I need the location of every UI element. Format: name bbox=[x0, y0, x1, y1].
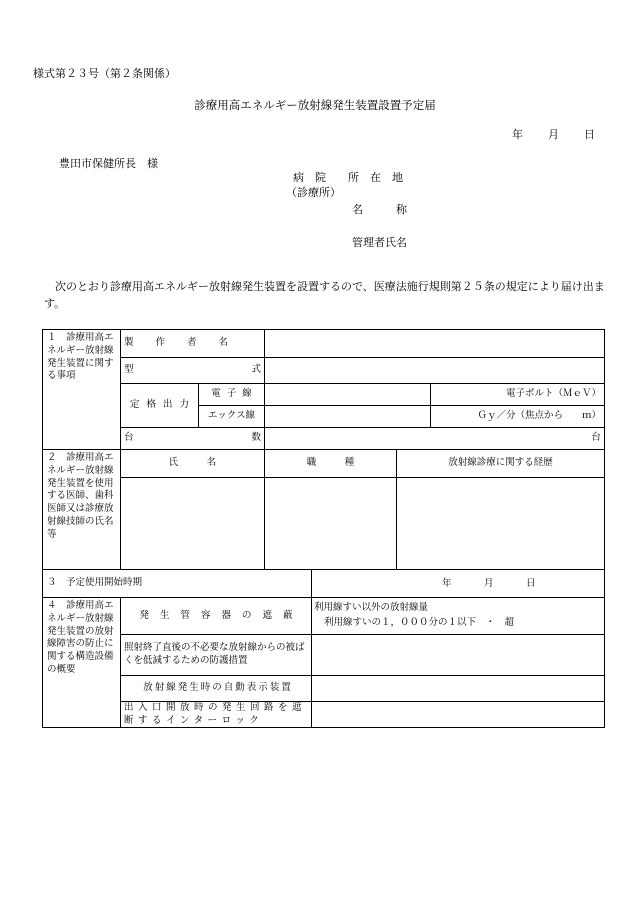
electron-beam-field[interactable] bbox=[265, 384, 430, 405]
maker-name-text: 製作者名 bbox=[124, 337, 251, 349]
electron-beam-unit: 電子ボルト（ＭｅＶ） bbox=[505, 388, 601, 400]
manager-name-label: 管理者氏名 bbox=[352, 236, 407, 249]
leakage-radiation-title: 利用線すい以外の放射線量 bbox=[314, 602, 429, 613]
section-1-title: １ 診療用高エネルギー放射線発生装置に関する事項 bbox=[47, 332, 114, 382]
hospital-address-label: 病 院 所 在 地 bbox=[293, 171, 403, 184]
section-4-title: ４ 診療用高エネルギー放射線発生装置の放射線障害の防止に関する構造設備の概要 bbox=[47, 600, 114, 676]
notification-statement: 次のとおり診療用高エネルギー放射線発生装置を設置するので、医療法施行規則第２５条の規定により届け出ます。 bbox=[44, 280, 605, 310]
header-date-day: 日 bbox=[584, 128, 595, 141]
start-date-year: 年 bbox=[442, 578, 452, 589]
rated-output-label bbox=[121, 384, 198, 427]
staff-occupation-field[interactable] bbox=[265, 478, 396, 569]
facility-name-label: 名 称 bbox=[352, 203, 407, 216]
maker-name-field[interactable] bbox=[265, 330, 604, 357]
model-label bbox=[124, 358, 380, 383]
post-irradiation-protection-field[interactable] bbox=[312, 635, 604, 675]
unit-count-unit: 台 bbox=[591, 432, 601, 444]
electron-beam-text: 電子線 bbox=[211, 388, 258, 400]
start-date-month: 月 bbox=[484, 578, 494, 589]
xray-field[interactable] bbox=[265, 406, 430, 427]
form-number-label: 様式第２３号（第２条関係） bbox=[33, 67, 176, 80]
col-header-name: 氏 名 bbox=[168, 457, 217, 469]
document-title: 診療用高エネルギー放射線発生装置設置予定届 bbox=[194, 98, 436, 112]
leakage-radiation-field[interactable] bbox=[314, 602, 602, 634]
addressee: 豊田市保健所長 様 bbox=[59, 157, 158, 170]
header-date-year: 年 bbox=[512, 128, 523, 141]
electron-beam-label bbox=[199, 384, 264, 405]
model-text: 型式 bbox=[124, 364, 380, 376]
door-interlock-field[interactable] bbox=[312, 702, 604, 727]
unit-count-field[interactable] bbox=[265, 428, 565, 449]
clinic-label: （診療所） bbox=[286, 186, 341, 199]
leakage-radiation-option[interactable]: 利用線すいの１，０００分の１以下 ・ 超 bbox=[324, 616, 515, 628]
staff-experience-field[interactable] bbox=[397, 478, 604, 569]
start-date-field[interactable] bbox=[312, 570, 604, 597]
unit-count-text: 台数 bbox=[124, 432, 380, 444]
xray-unit: Ｇｙ／分（焦点から ｍ） bbox=[477, 410, 601, 422]
rated-output-text: 定格出力 bbox=[129, 399, 196, 411]
auto-display-device-text: 放射線発生時の自動表示装置 bbox=[143, 682, 293, 694]
staff-name-field[interactable] bbox=[121, 478, 264, 569]
col-header-experience: 放射線診療に関する経歴 bbox=[448, 457, 553, 469]
maker-name-label bbox=[124, 330, 262, 357]
xray-label: エックス線 bbox=[207, 410, 256, 422]
tube-housing-shielding-label bbox=[124, 598, 308, 634]
auto-display-device-field[interactable] bbox=[312, 676, 604, 701]
auto-display-device-label bbox=[124, 676, 310, 701]
model-field[interactable] bbox=[265, 358, 604, 383]
door-interlock-label: 出入口開放時の発生回路を遮断するインターロック bbox=[124, 701, 307, 726]
post-irradiation-protection-label: 照射終了直後の不必要な放射線からの被ばくを低減するための防護措置 bbox=[124, 642, 305, 666]
section-3-title: ３ 予定使用開始時期 bbox=[47, 577, 143, 589]
header-date-month: 月 bbox=[548, 128, 559, 141]
col-header-occupation: 職 種 bbox=[306, 457, 355, 469]
tube-housing-shielding-text: 発生管容器の遮蔽 bbox=[139, 609, 304, 621]
start-date-day: 日 bbox=[526, 578, 536, 589]
unit-count-label bbox=[124, 428, 380, 449]
section-2-title: ２ 診療用高エネルギー放射線発生装置を使用する医師、歯科医師又は診療放射線技師の氏名等 bbox=[47, 452, 114, 540]
